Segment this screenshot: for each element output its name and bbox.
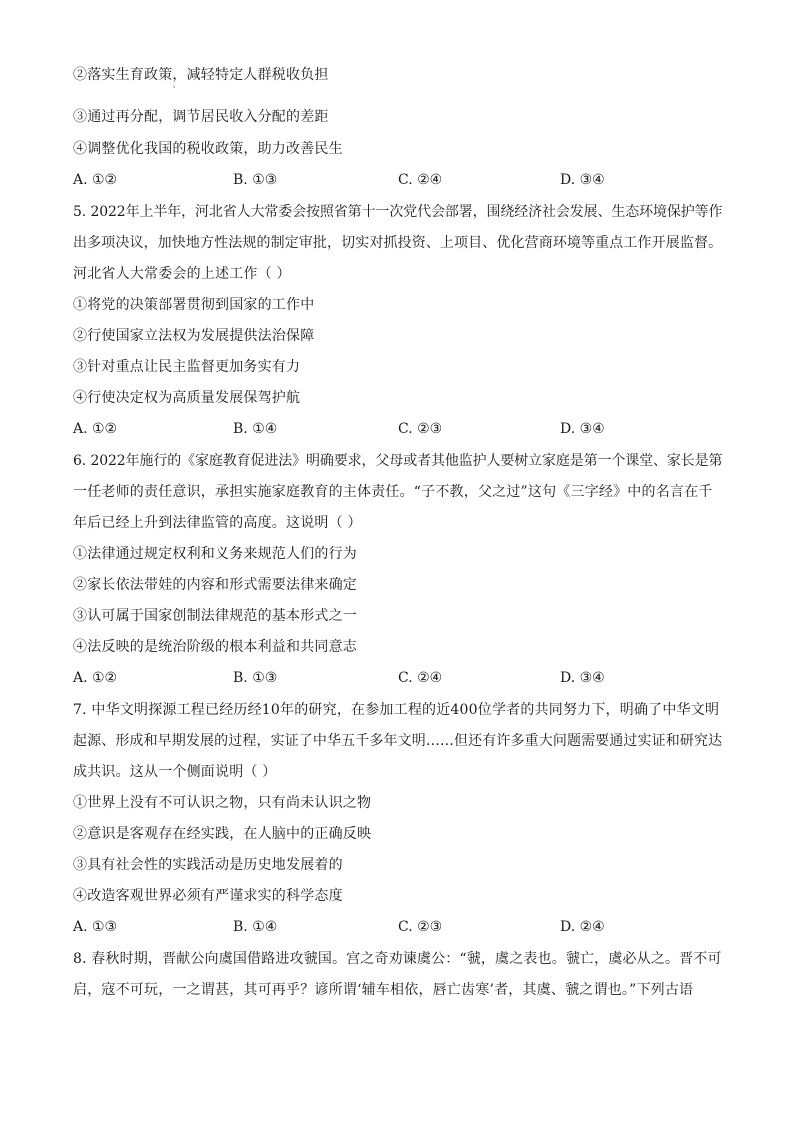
q7-choice-4: ④改造客观世界必须有严谨求实的科学态度 bbox=[73, 888, 343, 904]
q4-choice-3: ③通过再分配，调节居民收入分配的差距 bbox=[73, 109, 329, 125]
q4-option-c[interactable]: C. ②④ bbox=[398, 172, 443, 188]
q6-choice-3: ③认可属于国家创制法律规范的基本形式之一 bbox=[73, 608, 357, 624]
q6-stem-line-1: 6. 2022年施行的《家庭教育促进法》明确要求，父母或者其他监护人要树立家庭是第一个课堂、家长是第 bbox=[73, 453, 723, 469]
q5-option-a[interactable]: A. ①② bbox=[73, 421, 118, 437]
q7-option-a[interactable]: A. ①③ bbox=[73, 919, 118, 935]
q4-option-b[interactable]: B. ①③ bbox=[233, 172, 278, 188]
q7-choice-3: ③具有社会性的实践活动是历史地发展着的 bbox=[73, 857, 343, 873]
q8-stem-line-1: 8. 春秋时期，晋献公向虞国借路进攻虢国。宫之奇劝谏虞公：“虢，虞之表也。虢亡，虞必从之。晋不可 bbox=[73, 951, 722, 967]
q6-choice-1: ①法律通过规定权利和义务来规范人们的行为 bbox=[73, 546, 357, 562]
q6-choice-4: ④法反映的是统治阶级的根本利益和共同意志 bbox=[73, 639, 357, 655]
q5-choice-4: ④行使决定权为高质量发展保驾护航 bbox=[73, 390, 301, 406]
q8-stem-line-2: 启，寇不可玩，一之谓甚，其可再乎？谚所谓‘辅车相依，唇亡齿寒’者，其虞、虢之谓也。”下列古语 bbox=[73, 982, 694, 998]
q6-choice-2: ②家长依法带娃的内容和形式需要法律来确定 bbox=[73, 577, 357, 593]
q7-option-b[interactable]: B. ①④ bbox=[233, 919, 278, 935]
q4-choice-2: ②落实生育政策，减轻特定人群税收负担 bbox=[73, 67, 329, 83]
q6-answer-options bbox=[73, 668, 633, 688]
q5-stem-line-3: 河北省人大常委会的上述工作（ ） bbox=[73, 266, 291, 282]
q7-choice-2: ②意识是客观存在经实践，在人脑中的正确反映 bbox=[73, 826, 372, 842]
q5-choice-3: ③针对重点让民主监督更加务实有力 bbox=[73, 359, 301, 375]
q4-option-a[interactable]: A. ①② bbox=[73, 172, 118, 188]
q4-answer-options bbox=[73, 170, 633, 190]
q5-choice-1: ①将党的决策部署贯彻到国家的工作中 bbox=[73, 297, 315, 313]
q5-stem-line-2: 出多项决议，加快地方性法规的制定审批，切实对抓投资、上项目、优化营商环境等重点工作开展监督。 bbox=[73, 235, 723, 251]
q7-choice-1: ①世界上没有不可认识之物，只有尚未认识之物 bbox=[73, 795, 372, 811]
q5-answer-options bbox=[73, 419, 633, 439]
q7-option-d[interactable]: D. ②④ bbox=[560, 919, 605, 935]
q6-option-d[interactable]: D. ③④ bbox=[560, 670, 605, 686]
q5-option-b[interactable]: B. ①④ bbox=[233, 421, 278, 437]
q5-stem-line-1: 5. 2022年上半年，河北省人大常委会按照省第十一次党代会部署，围绕经济社会发展、生态环境保护等作 bbox=[73, 204, 723, 220]
q5-choice-2: ②行使国家立法权为发展提供法治保障 bbox=[73, 328, 315, 344]
q7-answer-options bbox=[73, 917, 633, 937]
q7-stem-line-2: 起源、形成和早期发展的过程，实证了中华五千多年文明……但还有许多重大问题需要通过实证和研究达 bbox=[73, 733, 723, 749]
q6-option-a[interactable]: A. ①② bbox=[73, 670, 118, 686]
q4-option-d[interactable]: D. ③④ bbox=[560, 172, 605, 188]
q6-option-c[interactable]: C. ②④ bbox=[398, 670, 443, 686]
q6-stem-line-2: 一任老师的责任意识，承担实施家庭教育的主体责任。“子不教，父之过”这句《三字经》中的名言在千 bbox=[73, 484, 713, 500]
q7-stem-line-1: 7. 中华文明探源工程已经历经10年的研究，在参加工程的近400位学者的共同努力下，明确了中华文明 bbox=[73, 702, 720, 718]
q7-option-c[interactable]: C. ②③ bbox=[398, 919, 443, 935]
stray-mark: ˒ bbox=[173, 83, 176, 92]
q5-option-d[interactable]: D. ③④ bbox=[560, 421, 605, 437]
q7-stem-line-3: 成共识。这从一个侧面说明（ ） bbox=[73, 764, 277, 780]
q6-option-b[interactable]: B. ①③ bbox=[233, 670, 278, 686]
q5-option-c[interactable]: C. ②③ bbox=[398, 421, 443, 437]
q6-stem-line-3: 年后已经上升到法律监管的高度。这说明（ ） bbox=[73, 515, 362, 531]
q4-choice-4: ④调整优化我国的税收政策，助力改善民生 bbox=[73, 141, 343, 157]
